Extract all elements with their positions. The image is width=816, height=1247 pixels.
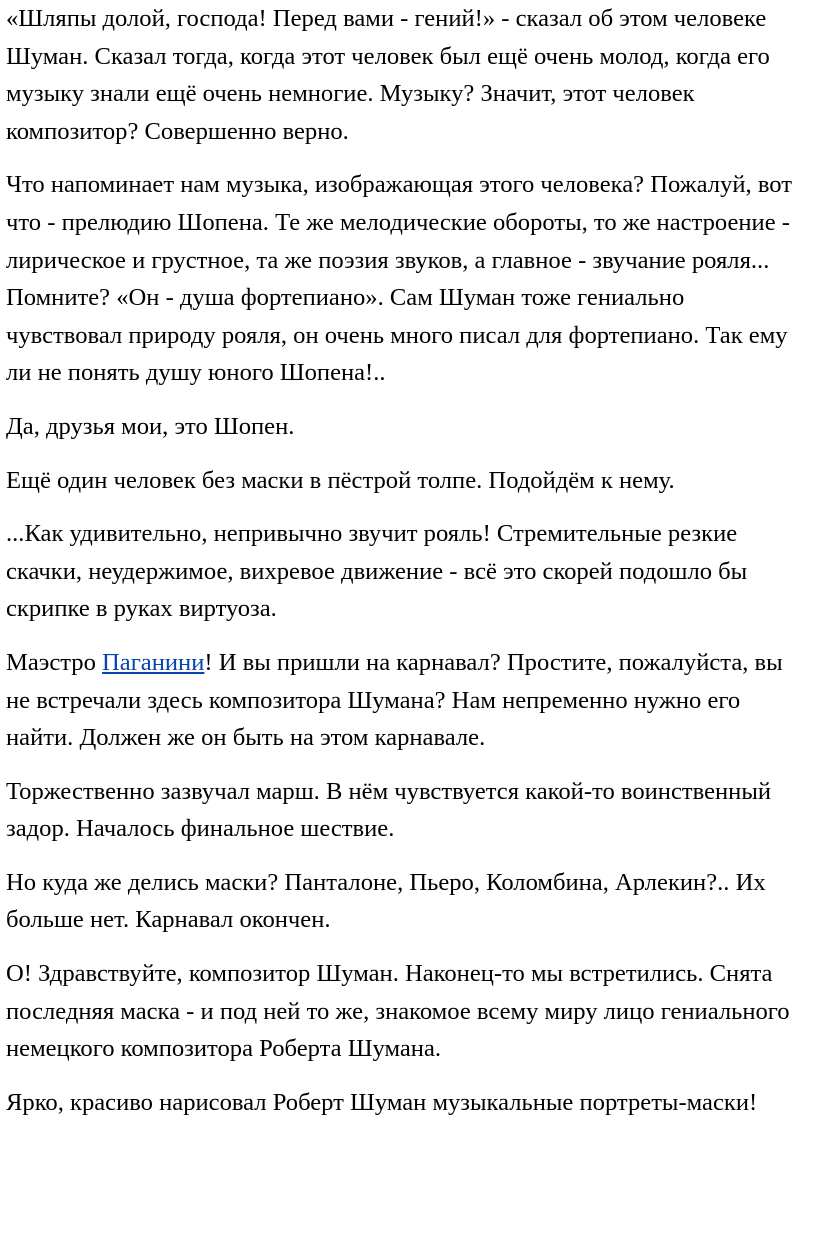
paragraph-9: О! Здравствуйте, композитор Шуман. Наконец-то мы встретились. Снята последняя маска - и под ней то же, знакомое всему миру лицо гениального немецкого композитора Роберта Шумана. <box>6 960 790 1063</box>
paragraph-8: Но куда же делись маски? Панталоне, Пьеро, Коломбина, Арлекин?.. Их больше нет. Карнавал окончен. <box>6 868 766 934</box>
paganini-link[interactable]: Паганини <box>102 648 205 676</box>
paragraph-1: «Шляпы долой, господа! Перед вами - гений!» - сказал об этом человеке Шуман. Сказал тогда, когда этот человек был ещё очень молод, когда его музыку знали ещё очень немногие. Музыку? Значит, этот человек композитор? Совершенно верно. <box>6 5 770 145</box>
paragraph-7: Торжественно зазвучал марш. В нём чувствуется какой-то воинственный задор. Началось финальное шествие. <box>6 777 772 843</box>
paragraph-5: ...Как удивительно, непривычно звучит рояль! Стремительные резкие скачки, неудержимое, вихревое движение - всё это скорей подошло бы скрипке в руках виртуоза. <box>6 520 748 623</box>
paragraph-10: Ярко, красиво нарисовал Роберт Шуман музыкальные портреты-маски! <box>6 1088 758 1116</box>
paragraph-4: Ещё один человек без маски в пёстрой толпе. Подойдём к нему. <box>6 466 675 494</box>
paragraph-6-text-before: Маэстро <box>6 648 103 676</box>
paragraph-6-text-after: ! И вы пришли на карнавал? Простите, пожалуйста, вы не встречали здесь композитора Шумана? Нам непременно нужно его найти. Должен же он быть на этом карнавале. <box>6 648 783 752</box>
paragraph-2: Что напоминает нам музыка, изображающая этого человека? Пожалуй, вот что - прелюдию Шопена. Те же мелодические обороты, то же настроение - лирическое и грустное, та же поэзия звуков, а главное - звучание рояля... Помните? «Он - душа фортепиано». Сам Шуман тоже гениально чувствовал природу рояля, он очень много писал для фортепиано. Так ему ли не понять душу юного Шопена!.. <box>6 171 792 387</box>
document-body <box>6 0 806 1137</box>
paragraph-6 <box>6 644 806 757</box>
paragraph-3: Да, друзья мои, это Шопен. <box>6 412 295 440</box>
